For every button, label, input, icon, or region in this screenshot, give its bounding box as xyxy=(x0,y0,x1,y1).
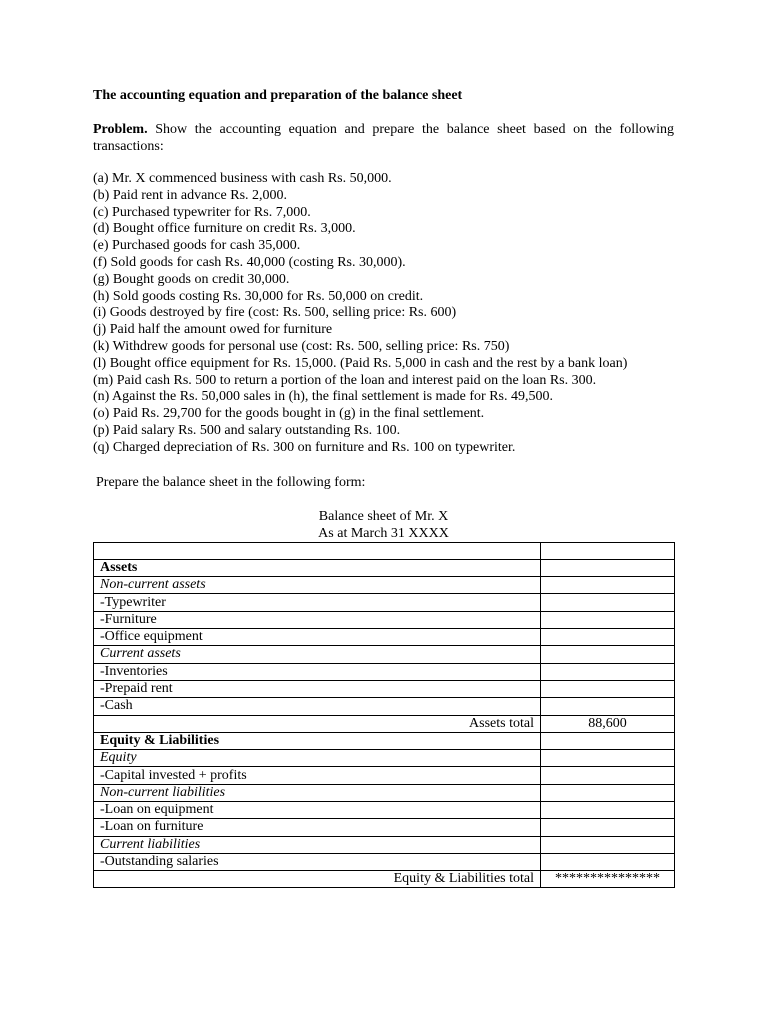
prepare-instruction: Prepare the balance sheet in the following form: xyxy=(96,474,366,490)
amount-cell xyxy=(541,750,675,767)
table-row xyxy=(94,680,675,697)
row-label-furniture: -Furniture xyxy=(94,611,541,628)
transaction-item: (q) Charged depreciation of Rs. 300 on furniture and Rs. 100 on typewriter. xyxy=(93,439,516,455)
transaction-item: (f) Sold goods for cash Rs. 40,000 (costing Rs. 30,000). xyxy=(93,254,406,270)
transaction-item: (o) Paid Rs. 29,700 for the goods bought in (g) in the final settlement. xyxy=(93,406,485,422)
amount-cell xyxy=(541,836,675,853)
amount-cell xyxy=(541,767,675,784)
amount-cell xyxy=(541,680,675,697)
transaction-item: (d) Bought office furniture on credit Rs. 3,000. xyxy=(93,221,356,237)
document-page xyxy=(93,87,674,888)
transaction-item: (j) Paid half the amount owed for furniture xyxy=(93,322,333,338)
transaction-item: (l) Bought office equipment for Rs. 15,000. (Paid Rs. 5,000 in cash and the rest by a bank loan) xyxy=(93,355,628,371)
transaction-item: (e) Purchased goods for cash 35,000. xyxy=(93,238,301,254)
amount-cell xyxy=(541,542,675,559)
amount-cell xyxy=(541,646,675,663)
transaction-item: (m) Paid cash Rs. 500 to return a portion of the loan and interest paid on the loan Rs. 300. xyxy=(93,372,597,388)
row-label-prepaid-rent: -Prepaid rent xyxy=(94,680,541,697)
table-row xyxy=(94,559,675,576)
table-row xyxy=(94,663,675,680)
table-row xyxy=(94,750,675,767)
amount-cell xyxy=(541,559,675,576)
table-row xyxy=(94,577,675,594)
subheading-non-current-assets: Non-current assets xyxy=(94,577,541,594)
amount-cell xyxy=(541,698,675,715)
amount-cell xyxy=(541,784,675,801)
table-row xyxy=(94,594,675,611)
amount-cell xyxy=(541,732,675,749)
amount-cell xyxy=(541,802,675,819)
balance-sheet-heading xyxy=(93,508,674,542)
balance-sheet-title: Balance sheet of Mr. X xyxy=(318,508,449,524)
transaction-item: (b) Paid rent in advance Rs. 2,000. xyxy=(93,187,288,203)
table-row xyxy=(94,715,675,732)
row-label-outstanding-salaries: -Outstanding salaries xyxy=(94,853,541,870)
assets-total-label: Assets total xyxy=(94,715,541,732)
table-row xyxy=(94,611,675,628)
row-label-inventories: -Inventories xyxy=(94,663,541,680)
table-row xyxy=(94,871,675,888)
table-row xyxy=(94,784,675,801)
subheading-current-assets: Current assets xyxy=(94,646,541,663)
table-row xyxy=(94,836,675,853)
amount-cell xyxy=(541,629,675,646)
section-heading-assets: Assets xyxy=(94,559,541,576)
subheading-non-current-liabilities: Non-current liabilities xyxy=(94,784,541,801)
balance-sheet-date: As at March 31 XXXX xyxy=(318,525,449,541)
table-row xyxy=(94,802,675,819)
problem-statement xyxy=(93,121,674,155)
transaction-item: (a) Mr. X commenced business with cash Rs. 50,000. xyxy=(93,171,392,186)
transaction-item: (k) Withdrew goods for personal use (cost: Rs. 500, selling price: Rs. 750) xyxy=(93,338,510,354)
balance-sheet-table xyxy=(93,542,675,889)
document-title: The accounting equation and preparation of the balance sheet xyxy=(93,88,463,103)
assets-total-value: 88,600 xyxy=(541,715,675,732)
row-label xyxy=(94,542,541,559)
amount-cell xyxy=(541,577,675,594)
transaction-item: (h) Sold goods costing Rs. 30,000 for Rs. 50,000 on credit. xyxy=(93,288,424,304)
amount-cell xyxy=(541,819,675,836)
table-row xyxy=(94,646,675,663)
equity-liabilities-total-label: Equity & Liabilities total xyxy=(94,871,541,888)
problem-label: Problem. xyxy=(93,122,148,137)
table-row xyxy=(94,819,675,836)
amount-cell xyxy=(541,853,675,870)
transaction-item: (i) Goods destroyed by fire (cost: Rs. 500, selling price: Rs. 600) xyxy=(93,305,457,321)
table-row xyxy=(94,629,675,646)
transaction-item: (g) Bought goods on credit 30,000. xyxy=(93,271,290,287)
table-row xyxy=(94,698,675,715)
transaction-list xyxy=(93,171,674,457)
row-label-capital: -Capital invested + profits xyxy=(94,767,541,784)
transaction-item: (c) Purchased typewriter for Rs. 7,000. xyxy=(93,204,311,220)
amount-cell xyxy=(541,663,675,680)
subheading-current-liabilities: Current liabilities xyxy=(94,836,541,853)
transaction-item: (p) Paid salary Rs. 500 and salary outstanding Rs. 100. xyxy=(93,422,401,438)
transaction-item: (n) Against the Rs. 50,000 sales in (h), the final settlement is made for Rs. 49,500. xyxy=(93,389,553,405)
row-label-typewriter: -Typewriter xyxy=(94,594,541,611)
table-row xyxy=(94,767,675,784)
section-heading-equity-liabilities: Equity & Liabilities xyxy=(94,732,541,749)
equity-liabilities-total-value: *************** xyxy=(541,871,675,888)
problem-text: Show the accounting equation and prepare the balance sheet based on the following transactions: xyxy=(93,122,674,154)
subheading-equity: Equity xyxy=(94,750,541,767)
amount-cell xyxy=(541,594,675,611)
row-label-office-equipment: -Office equipment xyxy=(94,629,541,646)
table-row xyxy=(94,853,675,870)
row-label-cash: -Cash xyxy=(94,698,541,715)
table-row xyxy=(94,732,675,749)
row-label-loan-furniture: -Loan on furniture xyxy=(94,819,541,836)
table-row xyxy=(94,542,675,559)
amount-cell xyxy=(541,611,675,628)
row-label-loan-equipment: -Loan on equipment xyxy=(94,802,541,819)
